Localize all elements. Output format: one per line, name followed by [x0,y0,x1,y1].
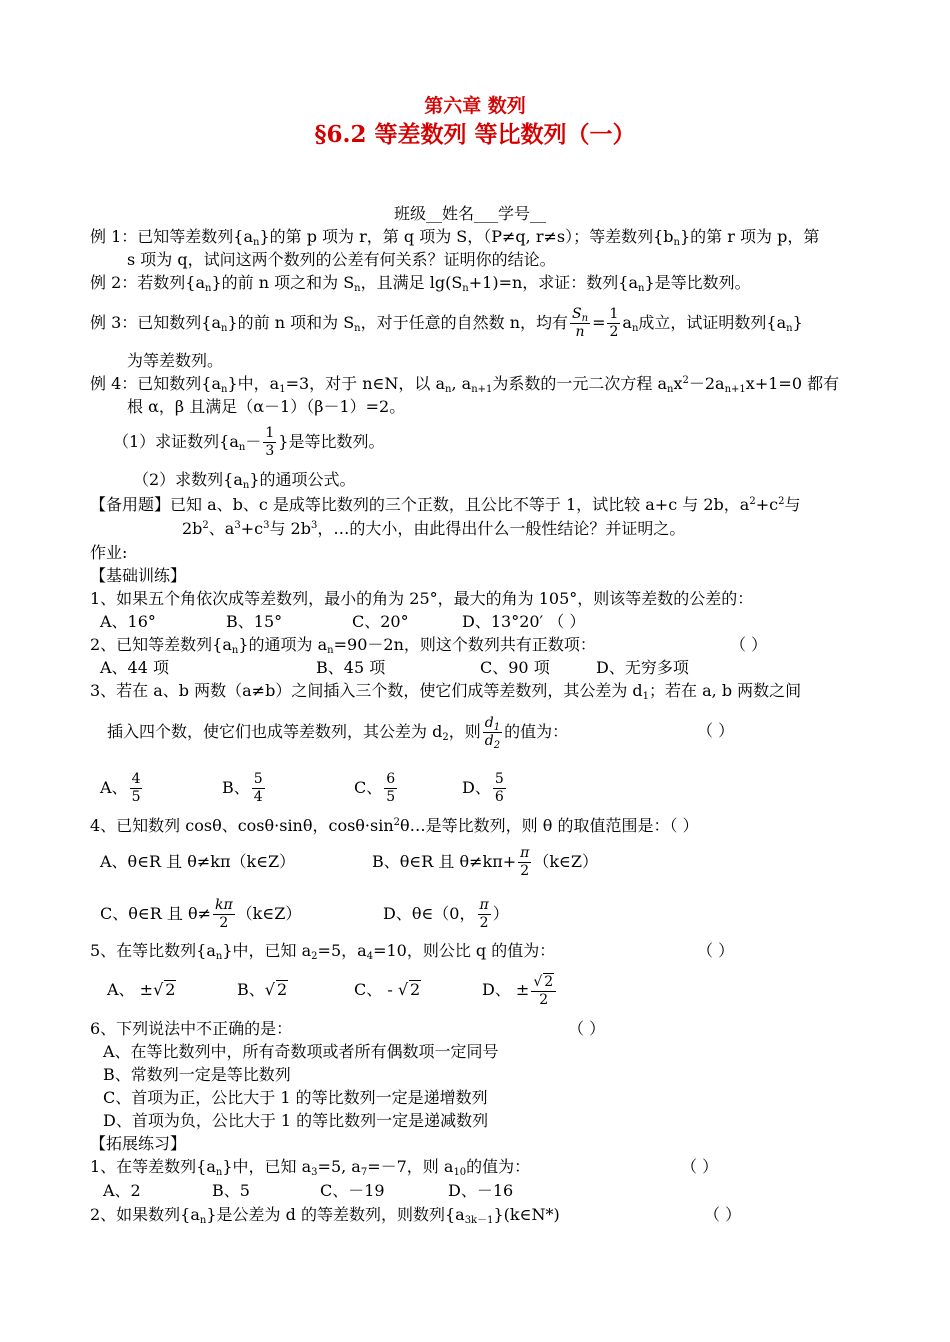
q3-answer-paren: （ ） [697,721,735,740]
q1-option-d: D、13°20′ （ ） [462,612,586,631]
ext-q1-option-a: A、2 [103,1181,141,1200]
q6-answer-paren: （ ） [568,1019,606,1038]
ext-q2-stem: 2、如果数列$\{a_n\}$是公差为 d 的等差数列，则数列$\{a_{3k-1}\}(k\in N*)$ [90,1205,560,1226]
q4-stem: 4、已知数列 cosθ、cosθ·sinθ，$\cos\theta\cdot\sin^2\theta\dots$是等比数列，则 θ 的取值范围是：（ ） [90,816,699,835]
q3-option-c: C、 $\frac{6}{5}$ [354,771,396,805]
ext-q2-answer-paren: （ ） [704,1205,742,1224]
q2-option-d: D、无穷多项 [596,658,689,677]
q5-option-b: B、√ 2 [237,980,288,999]
q5-option-d: D、 ± $\frac{√ 2}{2}$ [482,968,558,1012]
example-4-question-1: （1）求证数列{$a_n-$ $\frac{1}{3}$ }是等比数列。 [113,425,385,459]
homework-label: 作业: [90,543,128,562]
q3-line-2: 插入四个数，使它们也成等差数列，其公差为 $d_2$，则 $\frac{d_1}{d_2}$ 的值为： [107,715,569,751]
q3-option-b: B、 $\frac{5}{4}$ [222,771,263,805]
chapter-title: 第六章 数列 [424,95,526,117]
q2-stem: 2、已知等差数列$\{a_n\}$的通项为 $a_n=90-2n$，则这个数列共有正数项： [90,635,596,656]
q6-option-c: C、首项为正，公比大于 1 的等比数列一定是递增数列 [103,1088,488,1107]
q4-option-c: C、θ∈R 且 θ≠ $\frac{k\pi}{2}$ （k∈Z） [100,897,302,931]
fraction-one-half: $\frac{1}{2}$ [609,306,619,340]
fraction-d1-over-d2: $\frac{d_1}{d_2}$ [484,715,501,751]
q2-option-b: B、45 项 [316,658,386,677]
ext-q1-option-d: D、－16 [448,1181,514,1200]
q1-stem: 1、如果五个角依次成等差数列，最小的角为 25°，最大的角为 105°，则该等差数的公差的： [90,589,754,608]
form-line: 班级__姓名___学号__ [394,204,547,223]
q2-option-c: C、90 项 [480,658,550,677]
example-3-line-2: 为等差数列。 [127,351,224,370]
example-2: 例 2：若数列$\{a_n\}$的前 n 项之和为 $S_n$，且满足 $\lg(S_n+1)=n$，求证：数列$\{a_n\}$是等比数列。 [90,273,751,294]
ext-q1-answer-paren: （ ） [681,1157,719,1176]
q2-answer-paren: （ ） [730,635,768,654]
sqrt-icon: √ [264,980,275,999]
q6-option-b: B、常数列一定是等比数列 [103,1065,291,1084]
extension-header: 【拓展练习】 [90,1134,187,1153]
q3-option-d: D、 $\frac{5}{6}$ [462,771,504,805]
fraction-sn-over-n: $\frac{S_n}{n}$ [572,306,589,340]
q4-option-d: D、θ∈（0， $\frac{\pi}{2}$ ） [383,897,509,931]
q5-option-a: A、 ±√ 2 [107,980,176,999]
q3-line-1: 3、若在 a、b 两数（a≠b）之间插入三个数，使它们成等差数列，其公差为 $d_1$；若在 a, b 两数之间 [90,681,802,702]
basic-training-header: 【基础训练】 [90,566,187,585]
q4-option-a: A、θ∈R 且 θ≠kπ（k∈Z） [100,852,296,871]
backup-problem-line-1: 【备用题】已知 a、b、c 是成等比数列的三个正数，且公比不等于 1，试比较 a+c 与 2b，$a^2+c^2$与 [90,495,801,514]
sqrt-icon: √ [533,973,543,990]
example-4-question-2: （2）求数列$\{a_n\}$的通项公式。 [133,470,356,491]
section-title: §6.2 等差数列 等比数列（一） [314,121,636,148]
sqrt-icon: √ [153,980,164,999]
q2-option-a: A、44 项 [100,658,170,677]
ext-q1-option-c: C、－19 [320,1181,385,1200]
example-4-line-2: 根 α，β 且满足（α－1）（β－1）=2。 [127,397,406,416]
ext-q1-option-b: B、5 [212,1181,250,1200]
q1-option-a: A、16° [100,612,156,631]
q5-option-c: C、 - √ 2 [354,980,421,999]
sqrt-icon: √ [397,980,409,999]
fraction-one-third: $\frac{1}{3}$ [265,425,275,459]
backup-problem-line-2: $2b^2$、$a^3+c^3$与 $2b^3$，…的大小，由此得出什么一般性结论？并证明之。 [182,519,686,538]
q6-stem: 6、下列说法中不正确的是： [90,1019,293,1038]
q5-answer-paren: （ ） [697,941,735,960]
example-4-line-1: 例 4：已知数列$\{a_n\}$中，$a_1=3$，对于 n∈N，以 $a_n$, $a_{n+1}$为系数的一元二次方程 $a_nx^2-2a_{n+1}x+1=0$ 都有 [90,374,840,395]
q1-option-c: C、20° [352,612,409,631]
example-3-line-1: 例 3：已知数列$\{a_n\}$的前 n 项和为 $S_n$，对于任意的自然数 n，均有 $\frac{S_n}{n}$ = $\frac{1}{2}$ $a_n$成立，试证明数列$\{a_n\}$ [90,306,803,340]
q6-option-d: D、首项为负，公比大于 1 的等比数列一定是递减数列 [103,1111,489,1130]
q1-option-b: B、15° [226,612,283,631]
example-1-line-2: s 项为 q，试问这两个数列的公差有何关系？证明你的结论。 [127,250,556,269]
q4-option-b: B、θ∈R 且 θ≠kπ+ $\frac{\pi}{2}$ （k∈Z） [372,845,598,879]
ext-q1-stem: 1、在等差数列$\{a_n\}$中，已知 $a_3=5$, $a_7=-7$，则 $a_{10}$的值为： [90,1157,531,1178]
q5-stem: 5、在等比数列$\{a_n\}$中，已知 $a_2=5$，$a_4=10$，则公比 q 的值为： [90,941,556,962]
q3-option-a: A、 $\frac{4}{5}$ [100,771,141,805]
q6-option-a: A、在等比数列中，所有奇数项或者所有偶数项一定同号 [103,1042,499,1061]
example-1-line-1: 例 1：已知等差数列$\{a_n\}$的第 p 项为 r，第 q 项为 S，（P≠q, r≠s）；等差数列$\{b_n\}$的第 r 项为 p，第 [90,227,820,248]
